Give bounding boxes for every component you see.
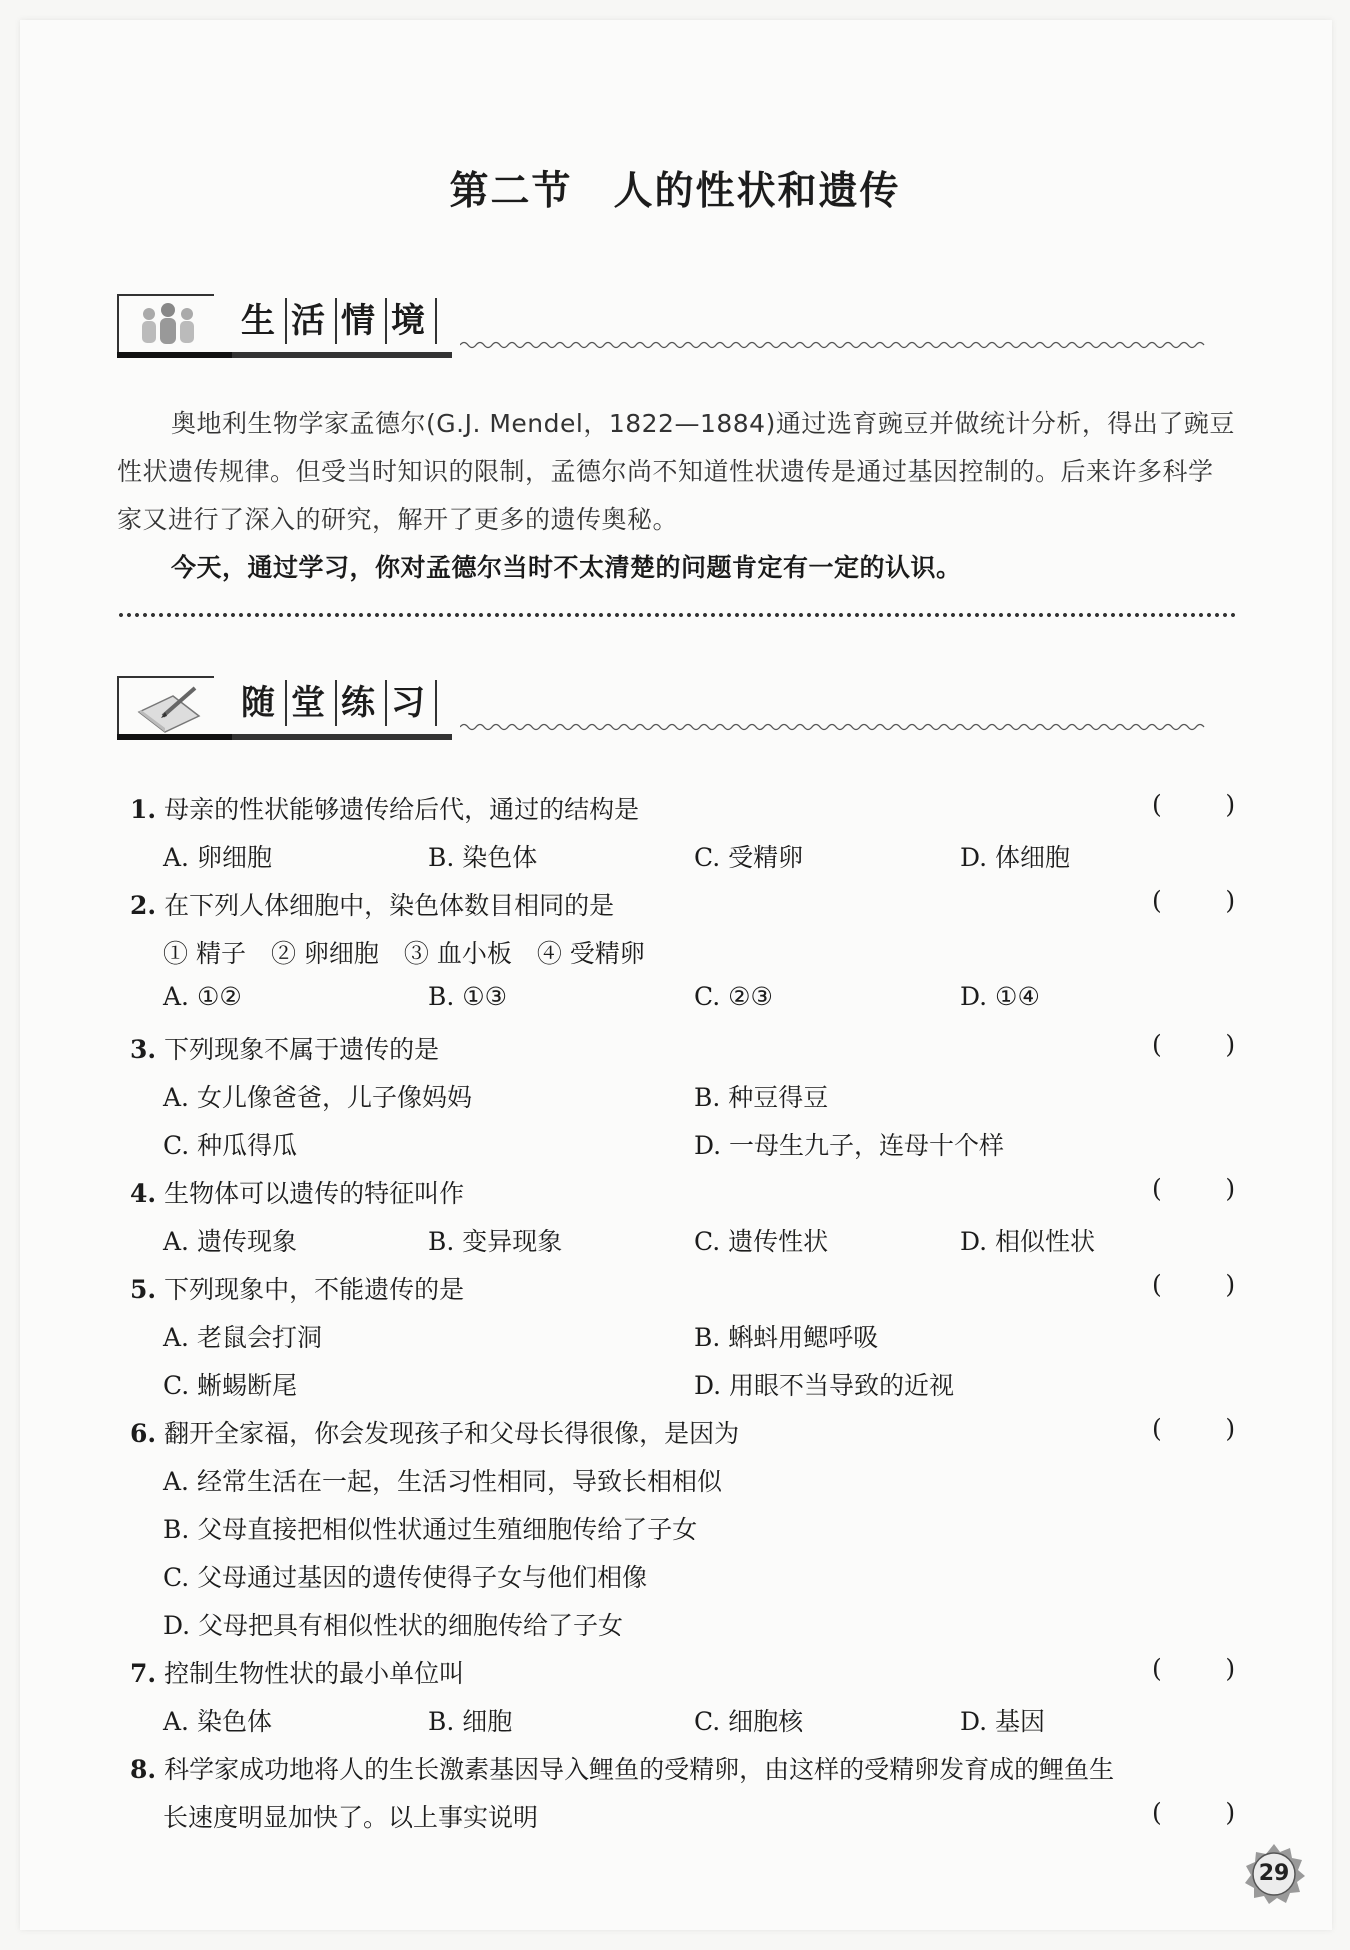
option: C. 受精卵 bbox=[694, 843, 804, 872]
question-1-stem: 1. 母亲的性状能够遗传给后代，通过的结构是 bbox=[130, 795, 640, 824]
option: C. 种瓜得瓜 bbox=[163, 1131, 298, 1160]
question-2-items: ① 精子 ② 卵细胞 ③ 血小板 ④ 受精卵 bbox=[163, 939, 645, 968]
intro-paragraph: 奥地利生物学家孟德尔(G.J. Mendel，1822—1884)通过选育豌豆并做统计分析，得出了豌豆性状遗传规律。但受当时知识的限制，孟德尔尚不知道性状遗传是通过基因控制的。后来许多科学家又进行了深入的研究，解开了更多的遗传奥秘。 bbox=[117, 409, 1235, 534]
question-6-stem: 6. 翻开全家福，你会发现孩子和父母长得很像，是因为 bbox=[130, 1419, 740, 1448]
answer-blank[interactable]: ( ) bbox=[1152, 1030, 1236, 1059]
option: D. 体细胞 bbox=[960, 843, 1071, 872]
option: A. 卵细胞 bbox=[163, 843, 272, 872]
page-title: 第二节 人的性状和遗传 bbox=[449, 168, 901, 214]
answer-blank[interactable]: ( ) bbox=[1152, 1798, 1236, 1827]
option: D. 一母生九子，连母十个样 bbox=[694, 1131, 1005, 1160]
intro-paragraph-bold: 今天，通过学习，你对孟德尔当时不太清楚的问题肯定有一定的认识。 bbox=[171, 553, 962, 582]
option: A. 经常生活在一起，生活习性相同，导致长相相似 bbox=[163, 1467, 722, 1496]
option: A. 老鼠会打洞 bbox=[163, 1323, 322, 1352]
section-label: 随 堂 练 习 bbox=[237, 680, 437, 726]
option: B. 细胞 bbox=[428, 1707, 513, 1736]
option: B. 变异现象 bbox=[428, 1227, 563, 1256]
option: C. ②③ bbox=[694, 982, 773, 1011]
option: D. 父母把具有相似性状的细胞传给了子女 bbox=[163, 1611, 624, 1640]
answer-blank[interactable]: ( ) bbox=[1152, 1174, 1236, 1203]
option: C. 遗传性状 bbox=[694, 1227, 829, 1256]
question-8-stem: 8. 科学家成功地将人的生长激素基因导入鲤鱼的受精卵，由这样的受精卵发育成的鲤鱼生 bbox=[130, 1755, 1115, 1784]
option: B. 种豆得豆 bbox=[694, 1083, 829, 1112]
section-label: 生 活 情 境 bbox=[237, 298, 437, 344]
option: D. 相似性状 bbox=[960, 1227, 1096, 1256]
answer-blank[interactable]: ( ) bbox=[1152, 1654, 1236, 1683]
option: A. 女儿像爸爸，儿子像妈妈 bbox=[163, 1083, 472, 1112]
option: C. 父母通过基因的遗传使得子女与他们相像 bbox=[163, 1563, 648, 1592]
answer-blank[interactable]: ( ) bbox=[1152, 1270, 1236, 1299]
question-4-stem: 4. 生物体可以遗传的特征叫作 bbox=[130, 1179, 465, 1208]
question-7-stem: 7. 控制生物性状的最小单位叫 bbox=[130, 1659, 465, 1688]
option: B. ①③ bbox=[428, 982, 508, 1011]
option: B. 染色体 bbox=[428, 843, 538, 872]
answer-blank[interactable]: ( ) bbox=[1152, 790, 1236, 819]
option: B. 父母直接把相似性状通过生殖细胞传给了子女 bbox=[163, 1515, 698, 1544]
answer-blank[interactable]: ( ) bbox=[1152, 886, 1236, 915]
answer-blank[interactable]: ( ) bbox=[1152, 1414, 1236, 1443]
question-2-stem: 2. 在下列人体细胞中，染色体数目相同的是 bbox=[130, 891, 615, 920]
option: D. 用眼不当导致的近视 bbox=[694, 1371, 955, 1400]
option: B. 蝌蚪用鳃呼吸 bbox=[694, 1323, 879, 1352]
page-number-badge bbox=[1242, 1842, 1306, 1906]
question-3-stem: 3. 下列现象不属于遗传的是 bbox=[130, 1035, 440, 1064]
option: D. 基因 bbox=[960, 1707, 1046, 1736]
option: A. 染色体 bbox=[163, 1707, 272, 1736]
option: D. ①④ bbox=[960, 982, 1040, 1011]
page-number: 29 bbox=[1258, 1861, 1290, 1886]
option: C. 细胞核 bbox=[694, 1707, 804, 1736]
option: A. 遗传现象 bbox=[163, 1227, 297, 1256]
question-5-stem: 5. 下列现象中，不能遗传的是 bbox=[130, 1275, 465, 1304]
question-8-stem-continued: 长速度明显加快了。以上事实说明 bbox=[163, 1803, 539, 1832]
option: A. ①② bbox=[163, 982, 242, 1011]
option: C. 蜥蜴断尾 bbox=[163, 1371, 298, 1400]
